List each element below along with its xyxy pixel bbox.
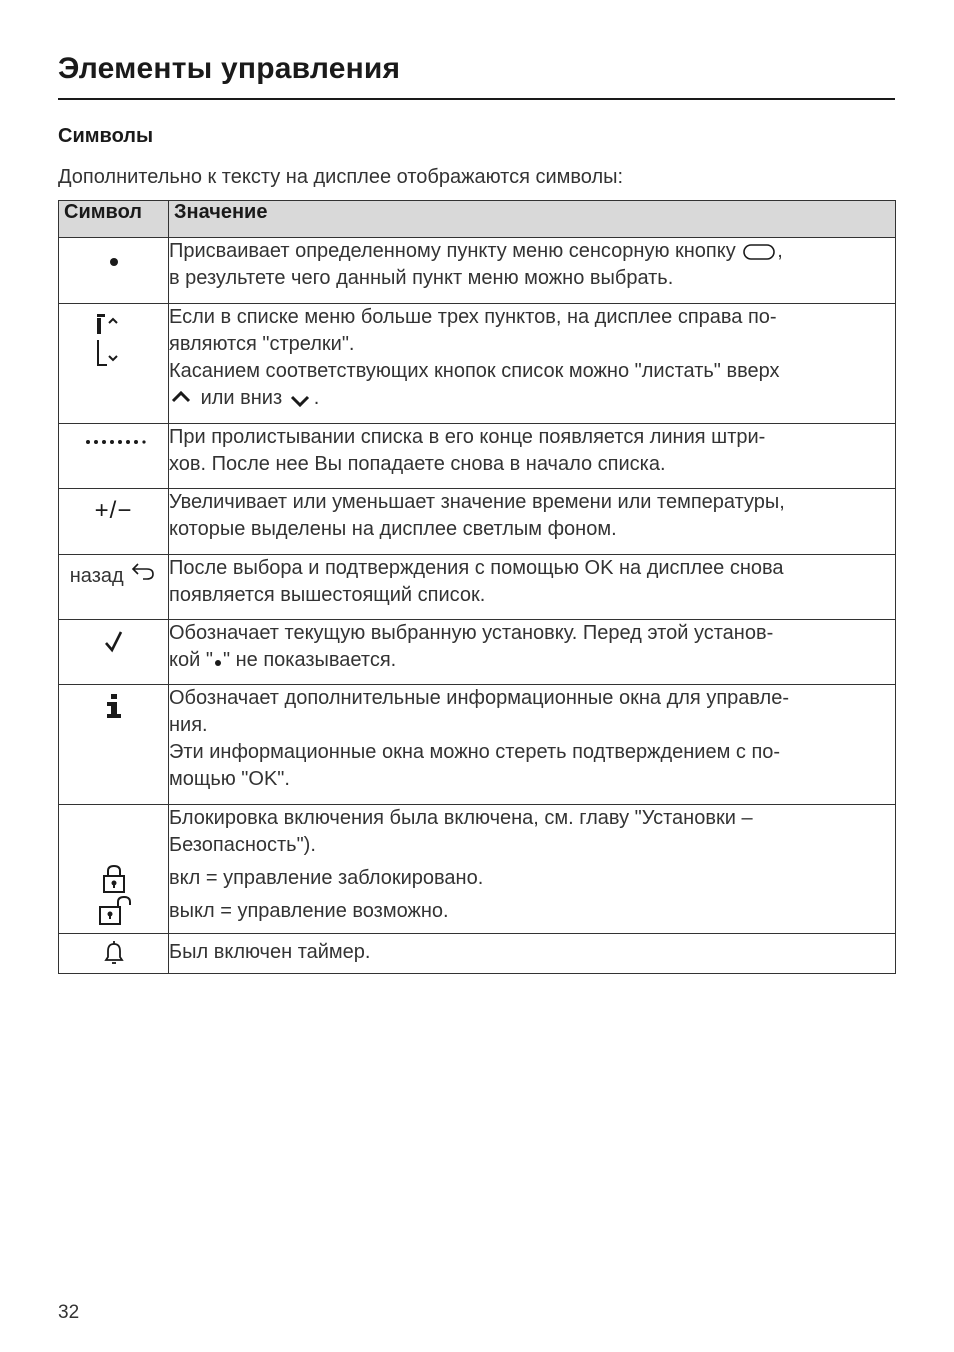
dot-icon xyxy=(104,252,124,282)
row-text: Касанием соответствующих кнопок список можно "листать" вверх xyxy=(169,360,780,382)
symbol-cell xyxy=(59,238,169,304)
row-text: хов. После нее Вы попадаете снова в начало списка. xyxy=(169,453,666,475)
symbol-cell xyxy=(59,489,169,555)
scroll-down-icon xyxy=(288,389,314,409)
back-arrow-icon xyxy=(129,561,157,583)
row-text: которые выделены на дисплее светлым фоном. xyxy=(169,518,617,540)
symbol-cell xyxy=(59,934,169,974)
row-text: Увеличивает или уменьшает значение времени или температуры, xyxy=(169,491,785,513)
meaning-cell xyxy=(169,934,896,974)
section-title: Символы xyxy=(58,125,154,147)
info-icon xyxy=(102,693,126,723)
row-text: являются "стрелки". xyxy=(169,333,355,355)
row-text: выкл = управление возможно. xyxy=(169,900,449,922)
meaning-cell xyxy=(169,238,896,304)
row-text: Блокировка включения была включена, см. главу "Установки – xyxy=(169,807,753,829)
row-text: вкл = управление заблокировано. xyxy=(169,867,484,889)
table-row xyxy=(59,238,896,304)
lock-open-icon xyxy=(94,895,134,929)
column-header-symbol: Символ xyxy=(59,201,169,238)
meaning-cell xyxy=(169,424,896,489)
row-text: или вниз xyxy=(200,387,283,409)
table-row xyxy=(59,489,896,555)
symbol-cell xyxy=(59,555,169,620)
back-label: назад xyxy=(69,565,124,587)
checkmark-icon xyxy=(102,628,126,658)
meaning-cell xyxy=(169,620,896,685)
title-divider xyxy=(58,98,895,100)
symbol-cell xyxy=(59,424,169,489)
meaning-cell xyxy=(169,555,896,620)
table-header-row xyxy=(59,201,896,238)
row-text: кой " xyxy=(169,649,213,671)
row-text: появляется вышестоящий список. xyxy=(169,584,486,606)
table-row xyxy=(59,620,896,685)
row-text: После выбора и подтверждения с помощью OK на дисплее снова xyxy=(169,557,784,579)
row-text: в результете чего данный пункт меню можно выбрать. xyxy=(169,267,674,289)
sensor-button-icon xyxy=(741,242,777,262)
table-row xyxy=(59,304,896,424)
intro-text: Дополнительно к тексту на дисплее отображаются символы: xyxy=(58,166,624,188)
bell-icon xyxy=(100,939,128,967)
symbols-table xyxy=(58,200,896,974)
row-text: , xyxy=(777,240,783,262)
table-row xyxy=(59,934,896,974)
meaning-cell xyxy=(169,805,896,934)
row-text: Если в списке меню больше трех пунктов, на дисплее справа по- xyxy=(169,306,777,328)
scroll-up-icon xyxy=(169,389,195,409)
symbol-cell xyxy=(59,304,169,424)
page-title: Элементы управления xyxy=(58,52,401,85)
table-row xyxy=(59,424,896,489)
dotted-line-icon xyxy=(82,432,146,456)
row-text: Эти информационные окна можно стереть подтверждением с по- xyxy=(169,741,781,763)
column-header-meaning: Значение xyxy=(169,201,896,238)
symbol-cell xyxy=(59,805,169,934)
row-text: Присваивает определенному пункту меню сенсорную кнопку xyxy=(169,240,736,262)
row-text: " не показывается. xyxy=(222,649,397,671)
symbol-cell xyxy=(59,620,169,685)
row-text: Был включен таймер. xyxy=(169,941,371,963)
table-row xyxy=(59,555,896,620)
plus-minus-symbol: +/− xyxy=(94,497,133,524)
lock-closed-icon xyxy=(96,863,132,895)
row-text: мощью "OK". xyxy=(169,768,290,790)
meaning-cell xyxy=(169,685,896,805)
row-text: Обозначает дополнительные информационные окна для управле- xyxy=(169,687,790,709)
row-text: Безопасность"). xyxy=(169,834,316,856)
table-row xyxy=(59,805,896,934)
row-text: При пролистывании списка в его конце появляется линия штри- xyxy=(169,426,766,448)
table-row xyxy=(59,685,896,805)
row-text: Обозначает текущую выбранную установку. Перед этой установ- xyxy=(169,622,774,644)
dot-icon xyxy=(213,651,223,671)
meaning-cell xyxy=(169,489,896,555)
meaning-cell xyxy=(169,304,896,424)
scroll-arrows-icon xyxy=(92,312,136,376)
row-text: ния. xyxy=(169,714,208,736)
page-number: 32 xyxy=(58,1302,80,1323)
symbol-cell xyxy=(59,685,169,805)
row-text: . xyxy=(313,387,320,409)
